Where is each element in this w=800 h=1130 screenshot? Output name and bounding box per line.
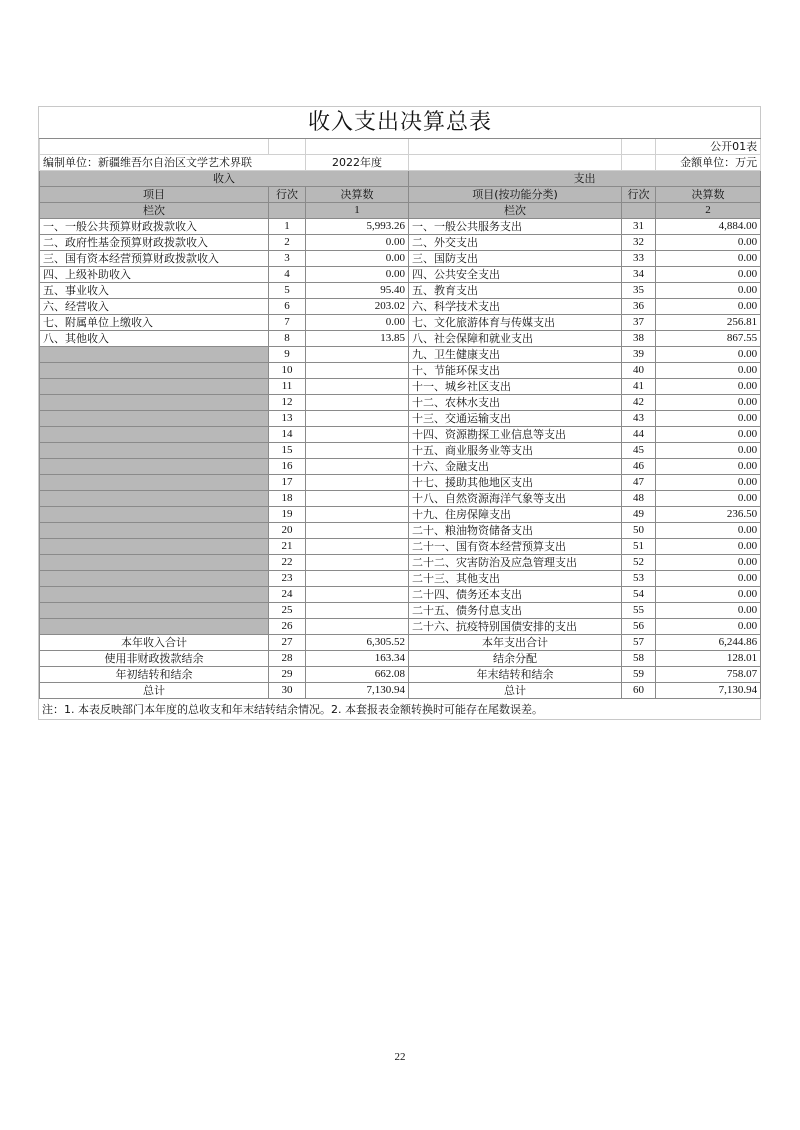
- expense-col-index: 2: [656, 202, 761, 218]
- footnote: 注：1. 本表反映部门本年度的总收支和年末结转结余情况。2. 本套报表金额转换时可能存在尾数误差。: [42, 702, 543, 716]
- expense-line: 35: [622, 282, 656, 298]
- summary-expense-item: 年末结转和结余: [409, 666, 622, 682]
- expense-amount: 0.00: [656, 378, 761, 394]
- expense-amount: 0.00: [656, 570, 761, 586]
- expense-amount: 256.81: [656, 314, 761, 330]
- income-line: 10: [269, 362, 306, 378]
- expense-amount: 867.55: [656, 330, 761, 346]
- summary-row: [40, 650, 761, 666]
- expense-line: 53: [622, 570, 656, 586]
- income-amount: [306, 426, 409, 442]
- income-item: 六、经营收入: [40, 298, 269, 314]
- income-item: 一、一般公共预算财政拨款收入: [40, 218, 269, 234]
- expense-amount: 0.00: [656, 474, 761, 490]
- income-item: [40, 490, 269, 506]
- summary-expense-amount: 7,130.94: [656, 682, 761, 698]
- income-line: 26: [269, 618, 306, 634]
- table-row: [40, 538, 761, 554]
- expense-item: 二十六、抗疫特别国债安排的支出: [409, 618, 622, 634]
- income-item: [40, 538, 269, 554]
- expense-item: 二十三、其他支出: [409, 570, 622, 586]
- table-row: [40, 570, 761, 586]
- expense-line: 34: [622, 266, 656, 282]
- income-line: 23: [269, 570, 306, 586]
- summary-income-item: 使用非财政拨款结余: [40, 650, 269, 666]
- expense-amount: 0.00: [656, 490, 761, 506]
- income-item: [40, 570, 269, 586]
- expense-line: 56: [622, 618, 656, 634]
- income-amount: [306, 378, 409, 394]
- expense-item: 二十五、债务付息支出: [409, 602, 622, 618]
- income-line: 16: [269, 458, 306, 474]
- col-header-line: 行次: [269, 186, 306, 202]
- expense-amount: 0.00: [656, 250, 761, 266]
- income-amount: [306, 394, 409, 410]
- report-title: 收入支出决算总表: [40, 107, 761, 138]
- expense-line: 39: [622, 346, 656, 362]
- income-amount: 0.00: [306, 250, 409, 266]
- income-item: 七、附属单位上缴收入: [40, 314, 269, 330]
- expense-line: 32: [622, 234, 656, 250]
- col-index-label: 栏次: [40, 202, 269, 218]
- income-item: [40, 394, 269, 410]
- expense-item: 十四、资源勘探工业信息等支出: [409, 426, 622, 442]
- expense-line: 41: [622, 378, 656, 394]
- expense-item: 十五、商业服务业等支出: [409, 442, 622, 458]
- income-amount: 0.00: [306, 234, 409, 250]
- income-col-index: 1: [306, 202, 409, 218]
- expense-amount: 0.00: [656, 522, 761, 538]
- income-line: 11: [269, 378, 306, 394]
- expense-amount: 0.00: [656, 394, 761, 410]
- income-item: [40, 602, 269, 618]
- income-amount: [306, 506, 409, 522]
- expense-item: 八、社会保障和就业支出: [409, 330, 622, 346]
- expense-amount: 0.00: [656, 282, 761, 298]
- expense-item: 一、一般公共服务支出: [409, 218, 622, 234]
- table-row: [40, 490, 761, 506]
- income-line: 14: [269, 426, 306, 442]
- income-line: 3: [269, 250, 306, 266]
- income-amount: 13.85: [306, 330, 409, 346]
- income-amount: 5,993.26: [306, 218, 409, 234]
- table-row: [40, 586, 761, 602]
- table-row: [40, 522, 761, 538]
- expense-item: 十三、交通运输支出: [409, 410, 622, 426]
- table-row: [40, 458, 761, 474]
- income-item: [40, 554, 269, 570]
- income-amount: [306, 522, 409, 538]
- expense-line: 54: [622, 586, 656, 602]
- income-item: [40, 586, 269, 602]
- expense-line: 43: [622, 410, 656, 426]
- expense-item: 二、外交支出: [409, 234, 622, 250]
- summary-income-amount: 6,305.52: [306, 634, 409, 650]
- expense-line: 47: [622, 474, 656, 490]
- col-header-item: 项目: [40, 186, 269, 202]
- summary-row: [40, 682, 761, 698]
- expense-amount: 4,884.00: [656, 218, 761, 234]
- expense-line: 51: [622, 538, 656, 554]
- table-row: [40, 282, 761, 298]
- expense-amount: 0.00: [656, 234, 761, 250]
- summary-income-amount: 7,130.94: [306, 682, 409, 698]
- income-amount: 203.02: [306, 298, 409, 314]
- summary-expense-line: 57: [622, 634, 656, 650]
- table-row: [40, 474, 761, 490]
- income-item: [40, 442, 269, 458]
- income-amount: 95.40: [306, 282, 409, 298]
- expense-header: 支出: [409, 170, 761, 186]
- expense-item: 十八、自然资源海洋气象等支出: [409, 490, 622, 506]
- summary-income-line: 28: [269, 650, 306, 666]
- currency-unit: 金额单位：万元: [656, 154, 761, 170]
- expense-amount: 0.00: [656, 586, 761, 602]
- expense-line: 33: [622, 250, 656, 266]
- table-row: [40, 602, 761, 618]
- income-amount: 0.00: [306, 266, 409, 282]
- form-code: 公开01表: [656, 138, 761, 154]
- expense-amount: 0.00: [656, 362, 761, 378]
- unit-label: 编制单位：新疆维吾尔自治区文学艺术界联: [40, 154, 306, 170]
- summary-expense-item: 结余分配: [409, 650, 622, 666]
- expense-line: 52: [622, 554, 656, 570]
- table-row: [40, 410, 761, 426]
- col-header-exp-amount: 决算数: [656, 186, 761, 202]
- income-line: 24: [269, 586, 306, 602]
- expense-amount: 0.00: [656, 266, 761, 282]
- table-row: [40, 346, 761, 362]
- table-row: [40, 378, 761, 394]
- income-item: [40, 426, 269, 442]
- expense-line: 55: [622, 602, 656, 618]
- income-line: 4: [269, 266, 306, 282]
- summary-expense-item: 总计: [409, 682, 622, 698]
- table-row: [40, 394, 761, 410]
- income-line: 12: [269, 394, 306, 410]
- income-line: 18: [269, 490, 306, 506]
- expense-item: 三、国防支出: [409, 250, 622, 266]
- income-header: 收入: [40, 170, 409, 186]
- income-amount: [306, 570, 409, 586]
- summary-expense-line: 58: [622, 650, 656, 666]
- table-row: [40, 506, 761, 522]
- summary-row: [40, 634, 761, 650]
- table-row: [40, 250, 761, 266]
- expense-amount: 0.00: [656, 554, 761, 570]
- expense-amount: 0.00: [656, 442, 761, 458]
- expense-line: 42: [622, 394, 656, 410]
- income-item: 五、事业收入: [40, 282, 269, 298]
- expense-item: 四、公共安全支出: [409, 266, 622, 282]
- summary-expense-amount: 758.07: [656, 666, 761, 682]
- income-line: 17: [269, 474, 306, 490]
- expense-line: 46: [622, 458, 656, 474]
- expense-line: 40: [622, 362, 656, 378]
- income-amount: [306, 490, 409, 506]
- expense-line: 49: [622, 506, 656, 522]
- summary-income-amount: 662.08: [306, 666, 409, 682]
- income-amount: [306, 458, 409, 474]
- income-amount: [306, 602, 409, 618]
- income-item: [40, 362, 269, 378]
- table-row: [40, 266, 761, 282]
- expense-item: 二十二、灾害防治及应急管理支出: [409, 554, 622, 570]
- income-item: 三、国有资本经营预算财政拨款收入: [40, 250, 269, 266]
- income-item: [40, 410, 269, 426]
- income-expense-table: [39, 107, 761, 699]
- income-item: [40, 618, 269, 634]
- income-item: [40, 474, 269, 490]
- income-item: 四、上级补助收入: [40, 266, 269, 282]
- col-header-exp-item: 项目(按功能分类): [409, 186, 622, 202]
- income-amount: [306, 554, 409, 570]
- summary-expense-line: 59: [622, 666, 656, 682]
- expense-line: 50: [622, 522, 656, 538]
- income-line: 22: [269, 554, 306, 570]
- expense-amount: 236.50: [656, 506, 761, 522]
- col-header-exp-line: 行次: [622, 186, 656, 202]
- summary-income-line: 27: [269, 634, 306, 650]
- table-row: [40, 314, 761, 330]
- expense-item: 十六、金融支出: [409, 458, 622, 474]
- expense-item: 十二、农林水支出: [409, 394, 622, 410]
- table-row: [40, 298, 761, 314]
- summary-row: [40, 666, 761, 682]
- income-amount: [306, 362, 409, 378]
- income-line: 13: [269, 410, 306, 426]
- income-line: 1: [269, 218, 306, 234]
- income-line: 7: [269, 314, 306, 330]
- summary-income-amount: 163.34: [306, 650, 409, 666]
- expense-item: 五、教育支出: [409, 282, 622, 298]
- expense-item: 二十、粮油物资储备支出: [409, 522, 622, 538]
- expense-amount: 0.00: [656, 410, 761, 426]
- income-amount: [306, 410, 409, 426]
- table-row: [40, 442, 761, 458]
- table-row: [40, 330, 761, 346]
- summary-expense-item: 本年支出合计: [409, 634, 622, 650]
- summary-expense-line: 60: [622, 682, 656, 698]
- income-line: 19: [269, 506, 306, 522]
- expense-line: 38: [622, 330, 656, 346]
- summary-expense-amount: 6,244.86: [656, 634, 761, 650]
- expense-amount: 0.00: [656, 346, 761, 362]
- income-amount: [306, 618, 409, 634]
- income-item: [40, 346, 269, 362]
- income-amount: [306, 346, 409, 362]
- table-row: [40, 554, 761, 570]
- summary-income-item: 本年收入合计: [40, 634, 269, 650]
- summary-income-item: 年初结转和结余: [40, 666, 269, 682]
- expense-line: 45: [622, 442, 656, 458]
- income-item: [40, 378, 269, 394]
- income-amount: [306, 474, 409, 490]
- report-sheet: [38, 106, 761, 720]
- table-row: [40, 426, 761, 442]
- table-row: [40, 362, 761, 378]
- summary-income-line: 29: [269, 666, 306, 682]
- expense-item: 六、科学技术支出: [409, 298, 622, 314]
- col-header-amount: 决算数: [306, 186, 409, 202]
- income-item: 二、政府性基金预算财政拨款收入: [40, 234, 269, 250]
- expense-line: 37: [622, 314, 656, 330]
- expense-item: 十九、住房保障支出: [409, 506, 622, 522]
- expense-line: 48: [622, 490, 656, 506]
- income-line: 5: [269, 282, 306, 298]
- income-line: 25: [269, 602, 306, 618]
- expense-item: 二十一、国有资本经营预算支出: [409, 538, 622, 554]
- expense-amount: 0.00: [656, 298, 761, 314]
- income-line: 21: [269, 538, 306, 554]
- income-line: 20: [269, 522, 306, 538]
- table-row: [40, 618, 761, 634]
- expense-amount: 0.00: [656, 426, 761, 442]
- summary-expense-amount: 128.01: [656, 650, 761, 666]
- expense-amount: 0.00: [656, 602, 761, 618]
- income-line: 15: [269, 442, 306, 458]
- income-item: [40, 506, 269, 522]
- expense-item: 二十四、债务还本支出: [409, 586, 622, 602]
- report-year: 2022年度: [306, 154, 409, 170]
- expense-item: 十七、援助其他地区支出: [409, 474, 622, 490]
- table-row: [40, 218, 761, 234]
- expense-item: 十、节能环保支出: [409, 362, 622, 378]
- expense-amount: 0.00: [656, 538, 761, 554]
- income-item: [40, 458, 269, 474]
- income-line: 2: [269, 234, 306, 250]
- expense-line: 36: [622, 298, 656, 314]
- income-amount: 0.00: [306, 314, 409, 330]
- income-item: [40, 522, 269, 538]
- expense-amount: 0.00: [656, 618, 761, 634]
- income-line: 9: [269, 346, 306, 362]
- income-line: 6: [269, 298, 306, 314]
- income-item: 八、其他收入: [40, 330, 269, 346]
- expense-item: 九、卫生健康支出: [409, 346, 622, 362]
- expense-line: 44: [622, 426, 656, 442]
- income-amount: [306, 538, 409, 554]
- expense-item: 七、文化旅游体育与传媒支出: [409, 314, 622, 330]
- page-number: 22: [394, 1051, 406, 1063]
- expense-amount: 0.00: [656, 458, 761, 474]
- income-amount: [306, 442, 409, 458]
- expense-line: 31: [622, 218, 656, 234]
- summary-income-item: 总计: [40, 682, 269, 698]
- income-line: 8: [269, 330, 306, 346]
- income-amount: [306, 586, 409, 602]
- expense-item: 十一、城乡社区支出: [409, 378, 622, 394]
- summary-income-line: 30: [269, 682, 306, 698]
- table-row: [40, 234, 761, 250]
- col-index-label-exp: 栏次: [409, 202, 622, 218]
